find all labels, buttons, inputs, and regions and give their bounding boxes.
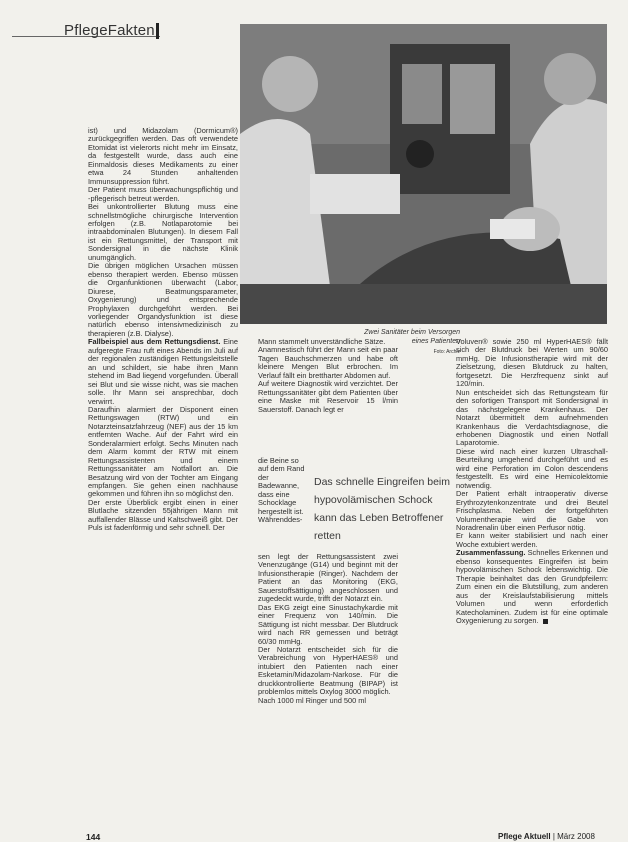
title-bar-mark <box>156 23 159 39</box>
case-paragraph <box>88 338 238 406</box>
case-text: Eine aufgeregte Frau ruft eines Abends im Juli auf der regionalen zuständigen Rettungsleitstelle an und schildert, sie habe ihren Mann stehend im Bad liegend vorgefunden. Überall sei Blut und sie wisse nicht, was sie machen solle. Ihr Mann sei ansprechbar, doch verwirrt. <box>88 337 238 406</box>
paragraph: Mann stammelt unverständliche Sätze. <box>258 338 386 346</box>
caption-text: Zwei Sanitäter beim Versorgen eines Patienten <box>364 329 460 345</box>
case-heading: Fallbeispiel aus dem Rettungsdienst. <box>88 337 221 347</box>
journal-issue: März 2008 <box>557 832 595 841</box>
paragraph: sen legt der Rettungsassistent zwei Venenzugänge (G14) und beginnt mit der Infusionstherapie (Ringer). Nachdem der Patient an das Monitoring (EKG, Sauerstoffsättigung) angeschlossen und zugedeckt wurde, trifft der Notarzt ein. <box>258 553 398 604</box>
journal-footer: Pflege Aktuell | März 2008 <box>498 832 595 841</box>
paragraph: Das EKG zeigt eine Sinustachykardie mit einer Frequenz von 140/min. Die Sättigung ist nicht messbar. Der Blutdruck wird nach RR gemessen und beträgt 60/30 mmHg. <box>258 602 398 646</box>
end-of-article-mark <box>543 619 548 624</box>
paragraph: Er kann weiter stabilisiert und nach einer Woche extubiert werden. <box>456 531 608 549</box>
paragraph: Die übrigen möglichen Ursachen müssen ebenso therapiert werden. Ebenso müssen die Organfunktionen überwacht (Labor, Diurese, Beatmungsparameter, Oxygenierung) und entsprechende Prophylaxen durchgeführt werden. Bei vorliegender Organdysfunktion ist diese natürlich ebenso intensivmedizinisch zu therapieren (z.B. Dialyse). <box>88 261 238 338</box>
text-column-2-bottom <box>258 553 398 824</box>
paragraph: Voluven® sowie 250 ml HyperHAES® fällt sich der Blutdruck bei Werten um 90/60 mmHg. Die Infusionstherapie wird mit der Zielsetzung, diesen Blutdruck zu halten, fortgesetzt. Die Herzfrequenz sinkt auf 120/min. <box>456 338 608 389</box>
paragraph: ist) und Midazolam (Dormicum®) zurückgegriffen werden. Das oft verwendete Etomidat ist vielerorts nicht mehr im Einsatz, da festgestellt wurde, dass auch eine Einmaldosis dieses Medikaments zu einer etwa 24 Stunden anhaltenden Immunsuppression führt. <box>88 127 238 186</box>
photo-credit: Foto: Archiv <box>433 349 460 355</box>
summary-heading: Zusammenfassung. <box>456 548 526 558</box>
paragraph: Der Notarzt entscheidet sich für die Verabreichung von HyperHAES® und intubiert den Patienten nach einer Esketamin/Midazolam-Narkose. Für die druckkontrollierte Beatmung (BIPAP) ist problemlos mittels Oxylog 3000 möglich. <box>258 644 398 697</box>
paragraph: Nun entscheidet sich das Rettungsteam für den sofortigen Transport mit Sondersignal in das nächstgelegene Krankenhaus. Der Notarzt übermittelt dem aufnehmenden Krankenhaus die Verdachtsdiagnose, die erhobenen Diagnostik und einen Notfall Laparotomie. <box>456 387 608 448</box>
paragraph: Daraufhin alarmiert der Disponent einen Rettungswagen (RTW) und ein Notarzteinsatzfahrzeug (NEF) aus der 15 km entfernten Wache. Auf der Fahrt wird ein Sonderalarmiert erfolgt. Sechs Minuten nach dem Alarm kommt der RTW mit einem Rettungsassistenten und einem Rettungssanitäter am Notfallort an. Die Besatzung wird von der Tochter am Eingang empfangen. Sie gehen einen nachhause gekommen und führen ihn so möglichst den. <box>88 404 238 499</box>
summary-text: Schnelles Erkennen und ebenso konsequentes Eingreifen ist beim hypovolämischen Schock lebenswichtig. Die Therapie beinhaltet das den Grundpfeilern: Zum einen ein die Blutstillung, zum anderen aus der Kreislaufstabilisierung mittels Volumen und wenn erforderlich Katecholaminen. Zudem ist für eine optimale Oxygenierung zu sorgen. <box>456 548 608 625</box>
paragraph: Der erste Überblick ergibt einen in einer Blutlache sitzenden 55jährigen Mann mit auffallender Blässe und Kaltschweiß gibt. Der Puls ist fadenförmig und sehr schnell. Der <box>88 497 238 533</box>
summary-paragraph <box>456 549 608 625</box>
article-photo <box>240 24 607 324</box>
paragraph: Diese wird nach einer kurzen Ultraschall-Beurteilung umgehend durchgeführt und es wird eine Perforation im Colon descendens festgestellt. Es wird eine Hemicolektomie notwendig. <box>456 446 608 490</box>
paragraph: Anamnestisch führt der Mann seit ein paar Tagen Bauchschmerzen und habe oft kleinere Mengen Blut erbrochen. Im Verlauf fällt ein brettharter Abdomen auf. <box>258 345 398 380</box>
text-column-1 <box>88 127 238 824</box>
paragraph: Der Patient muss überwachungspflichtig und -pflegerisch betreut werden. <box>88 185 238 203</box>
section-title: PflegeFakten <box>64 22 155 39</box>
paramedics-photo-illustration <box>240 24 607 324</box>
paragraph: die Beine so auf dem Rand der Badewanne, dass eine Schocklage hergestellt ist. Währenddes- <box>258 457 305 525</box>
text-column-3 <box>456 338 608 824</box>
page-number: 144 <box>86 832 101 842</box>
paragraph: Nach 1000 ml Ringer und 500 ml <box>258 695 367 705</box>
paragraph: Der Patient erhält intraoperativ diverse Erythrozytenkonzentrate und drei Beutel Frischplasma. Neben der fortgeführten Volumentherapie wird die Gabe von Noradrenalin über einen Perfusor nötig. <box>456 489 608 532</box>
journal-name: Pflege Aktuell <box>498 832 551 841</box>
text-column-2-narrow <box>258 457 308 553</box>
text-column-2-top <box>258 338 398 457</box>
paragraph: Auf weitere Diagnostik wird verzichtet. Der Rettungssanitäter gibt dem Patienten über eine Maske mit Reservoir 15 l/min Sauerstoff. Danach legt er <box>258 379 398 414</box>
paragraph: Bei unkontrollierter Blutung muss eine schnellstmögliche chirurgische Intervention erfolgen (z.B. Notlaparotomie bei intraabdominalen Blutungen). In diesem Fall ist ein Rettungsmittel, der Transport mit Sondersignal in die nächste Klinik unumgänglich. <box>88 202 238 262</box>
pull-quote: Das schnelle Eingreifen beim hypovolämischen Schock kann das Leben Betroffener retten <box>314 476 450 542</box>
